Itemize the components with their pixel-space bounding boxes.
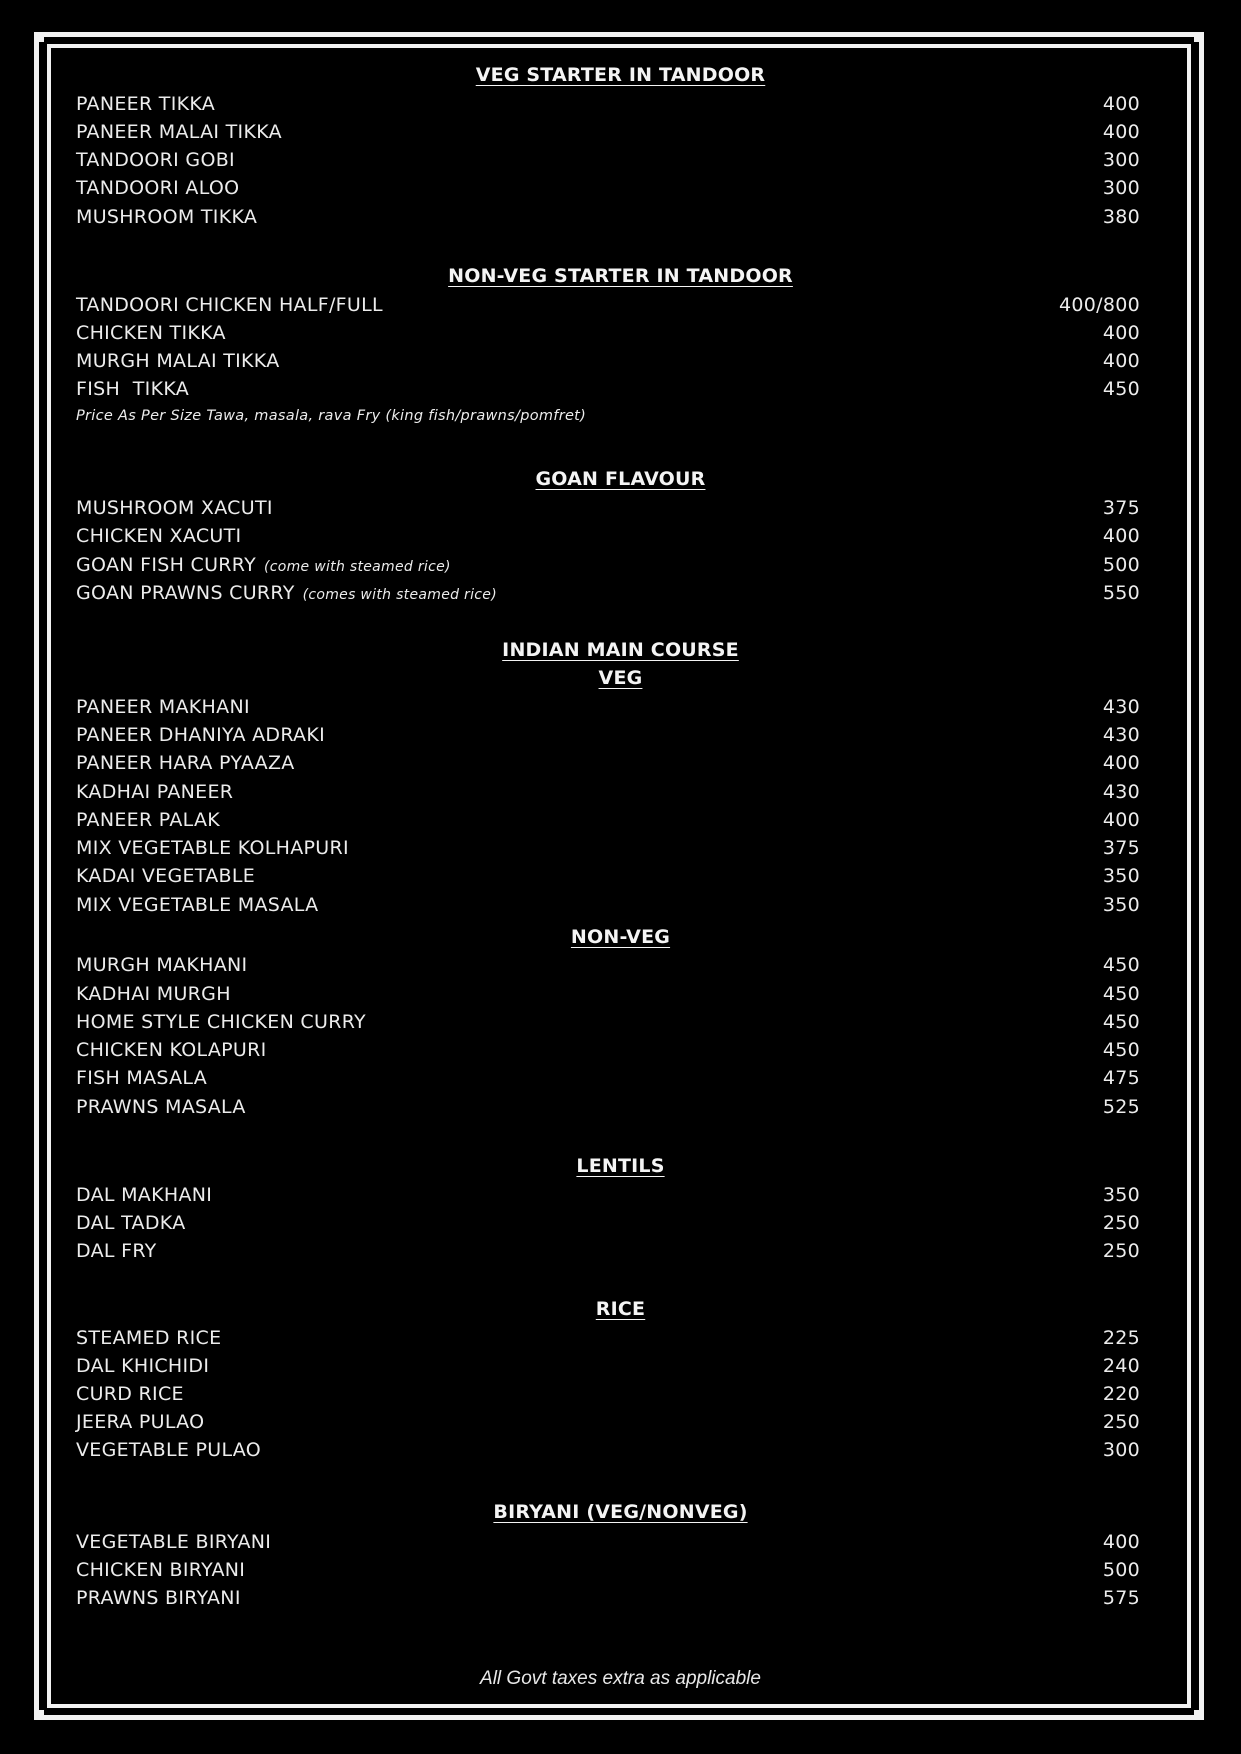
menu-item-label-group xyxy=(76,554,451,576)
menu-item-label-group xyxy=(76,378,189,400)
menu-item-price: 525 xyxy=(1102,1096,1140,1118)
menu-item xyxy=(76,1531,1140,1557)
menu-item xyxy=(76,1039,1140,1065)
menu-item xyxy=(76,1067,1140,1093)
menu-item-label-group xyxy=(76,1531,271,1553)
menu-item xyxy=(76,1011,1140,1037)
menu-item-price: 250 xyxy=(1102,1212,1140,1234)
menu-item-name: PANEER MALAI TIKKA xyxy=(76,121,282,143)
menu-item-price: 450 xyxy=(1102,983,1140,1005)
menu-item-price: 300 xyxy=(1102,1439,1140,1461)
menu-item-name: PANEER MAKHANI xyxy=(76,696,250,718)
menu-item-name: CURD RICE xyxy=(76,1383,184,1405)
section-heading: INDIAN MAIN COURSE xyxy=(502,639,739,661)
menu-item-name: HOME STYLE CHICKEN CURRY xyxy=(76,1011,366,1033)
menu-item-name: DAL KHICHIDI xyxy=(76,1355,210,1377)
menu-item-price: 375 xyxy=(1102,837,1140,859)
menu-item-name: MIX VEGETABLE KOLHAPURI xyxy=(76,837,349,859)
menu-item-name: DAL MAKHANI xyxy=(76,1184,213,1206)
menu-item-price: 400 xyxy=(1102,93,1140,115)
menu-item-label-group xyxy=(76,582,497,604)
menu-item xyxy=(76,177,1140,203)
menu-item xyxy=(76,1587,1140,1613)
menu-item-price: 350 xyxy=(1102,865,1140,887)
menu-item-price: 400 xyxy=(1102,1531,1140,1553)
menu-item xyxy=(76,149,1140,175)
menu-item-name: DAL TADKA xyxy=(76,1212,186,1234)
menu-item-price: 240 xyxy=(1102,1355,1140,1377)
section-heading: VEG STARTER IN TANDOOR xyxy=(475,64,766,86)
menu-item-label-group xyxy=(76,837,349,859)
menu-item xyxy=(76,983,1140,1009)
menu-item-price: 400 xyxy=(1102,121,1140,143)
menu-item-name: JEERA PULAO xyxy=(76,1411,205,1433)
menu-item-name: CHICKEN BIRYANI xyxy=(76,1559,246,1581)
menu-item xyxy=(76,1096,1140,1122)
menu-item-price: 400/800 xyxy=(1058,294,1140,316)
menu-item-name: VEGETABLE BIRYANI xyxy=(76,1531,272,1553)
menu-item-price: 375 xyxy=(1102,497,1140,519)
menu-item xyxy=(76,554,1140,580)
menu-item-label-group xyxy=(76,781,233,803)
menu-item-name: PRAWNS MASALA xyxy=(76,1096,246,1118)
menu-item-label-group xyxy=(76,752,295,774)
menu-item xyxy=(76,1240,1140,1266)
menu-item-label-group xyxy=(76,206,257,228)
menu-item-note: (comes with steamed rice) xyxy=(302,587,497,603)
menu-item-label-group xyxy=(76,294,383,316)
menu-item xyxy=(76,954,1140,980)
menu-item xyxy=(76,582,1140,608)
menu-item-price: 450 xyxy=(1102,1039,1140,1061)
menu-item-label-group xyxy=(76,121,282,143)
menu-item-label-group xyxy=(76,724,325,746)
menu-item-name: KADHAI PANEER xyxy=(76,781,234,803)
menu-item-price: 430 xyxy=(1102,696,1140,718)
menu-item-price: 450 xyxy=(1102,954,1140,976)
menu-item xyxy=(76,837,1140,863)
menu-item-price: 430 xyxy=(1102,781,1140,803)
menu-item-price: 400 xyxy=(1102,350,1140,372)
menu-item-label-group xyxy=(76,1355,209,1377)
menu-item-name: KADHAI MURGH xyxy=(76,983,231,1005)
menu-item-label-group xyxy=(76,497,273,519)
menu-item-name: PANEER DHANIYA ADRAKI xyxy=(76,724,326,746)
menu-item-price: 400 xyxy=(1102,525,1140,547)
menu-item-name: FISH MASALA xyxy=(76,1067,208,1089)
menu-item-label-group xyxy=(76,1067,207,1089)
menu-item-label-group xyxy=(76,1439,261,1461)
menu-item-label-group xyxy=(76,1559,245,1581)
menu-item xyxy=(76,894,1140,920)
menu-item-price: 350 xyxy=(1102,1184,1140,1206)
menu-item-price: 400 xyxy=(1102,809,1140,831)
menu-item-price: 575 xyxy=(1102,1587,1140,1609)
menu-item-label-group xyxy=(76,1039,267,1061)
menu-item-label-group xyxy=(76,322,226,344)
menu-item xyxy=(76,93,1140,119)
menu-item xyxy=(76,1355,1140,1381)
menu-item-label-group xyxy=(76,1327,221,1349)
menu-item xyxy=(76,497,1140,523)
menu-item-price: 225 xyxy=(1102,1327,1140,1349)
menu-item-note: (come with steamed rice) xyxy=(263,559,451,575)
menu-item-price: 250 xyxy=(1102,1411,1140,1433)
menu-item xyxy=(76,121,1140,147)
menu-item-name: GOAN FISH CURRY xyxy=(76,554,256,576)
menu-item-name: TANDOORI GOBI xyxy=(76,149,235,171)
menu-item xyxy=(76,696,1140,722)
menu-item-name: STEAMED RICE xyxy=(76,1327,222,1349)
menu-item-name: CHICKEN KOLAPURI xyxy=(76,1039,267,1061)
menu-item-label-group xyxy=(76,1184,212,1206)
menu-item-price: 500 xyxy=(1102,554,1140,576)
menu-item-label-group xyxy=(76,983,231,1005)
menu-item-label-group xyxy=(76,149,235,171)
menu-item-price: 380 xyxy=(1102,206,1140,228)
section-heading: GOAN FLAVOUR xyxy=(535,468,706,490)
menu-item-label-group xyxy=(76,1383,184,1405)
menu-item-label-group xyxy=(76,809,220,831)
menu-item xyxy=(76,724,1140,750)
menu-item-name: MUSHROOM XACUTI xyxy=(76,497,273,519)
menu-item xyxy=(76,1212,1140,1238)
menu-item-name: GOAN PRAWNS CURRY xyxy=(76,582,295,604)
menu-item-price: 550 xyxy=(1102,582,1140,604)
menu-item-price: 500 xyxy=(1102,1559,1140,1581)
menu-item xyxy=(76,1559,1140,1585)
menu-item xyxy=(76,1327,1140,1353)
section-heading: NON-VEG xyxy=(570,926,671,948)
menu-item-label-group xyxy=(76,350,280,372)
menu-item-name: DAL FRY xyxy=(76,1240,157,1262)
menu-item-price: 300 xyxy=(1102,177,1140,199)
menu-item xyxy=(76,206,1140,232)
menu-item xyxy=(76,781,1140,807)
menu-item-name: PANEER TIKKA xyxy=(76,93,216,115)
menu-item xyxy=(76,294,1140,320)
menu-item-price: 350 xyxy=(1102,894,1140,916)
menu-item-name: MIX VEGETABLE MASALA xyxy=(76,894,319,916)
menu-item xyxy=(76,378,1140,404)
menu-item xyxy=(76,350,1140,376)
menu-item-name: VEGETABLE PULAO xyxy=(76,1439,262,1461)
menu-item xyxy=(76,1383,1140,1409)
menu-item-name: PANEER PALAK xyxy=(76,809,221,831)
menu-item-label-group xyxy=(76,525,241,547)
menu-item-label-group xyxy=(76,93,215,115)
menu-item-name: MURGH MAKHANI xyxy=(76,954,248,976)
menu-item-name: PANEER HARA PYAAZA xyxy=(76,752,295,774)
menu-item xyxy=(76,1411,1140,1437)
menu-item-name: FISH TIKKA xyxy=(76,378,190,400)
menu-item xyxy=(76,865,1140,891)
section-subheading: VEG xyxy=(598,667,643,689)
menu-item-name: MUSHROOM TIKKA xyxy=(76,206,258,228)
menu-item-name: KADAI VEGETABLE xyxy=(76,865,256,887)
menu-item-price: 300 xyxy=(1102,149,1140,171)
menu-item-name: PRAWNS BIRYANI xyxy=(76,1587,241,1609)
menu-item-name: CHICKEN TIKKA xyxy=(76,322,226,344)
menu-item-name: CHICKEN XACUTI xyxy=(76,525,242,547)
menu-item-label-group xyxy=(76,1411,204,1433)
menu-item-price: 250 xyxy=(1102,1240,1140,1262)
menu-item-label-group xyxy=(76,696,250,718)
menu-item-label-group xyxy=(76,177,239,199)
section-heading: BIRYANI (VEG/NONVEG) xyxy=(493,1501,748,1523)
section-footnote: Price As Per Size Tawa, masala, rava Fry (king fish/prawns/pomfret) xyxy=(76,408,587,424)
menu-item xyxy=(76,1184,1140,1210)
menu-item-price: 450 xyxy=(1102,1011,1140,1033)
menu-item-label-group xyxy=(76,1587,241,1609)
menu-item-price: 450 xyxy=(1102,378,1140,400)
menu-item-price: 400 xyxy=(1102,322,1140,344)
section-heading: LENTILS xyxy=(576,1155,665,1177)
menu-item xyxy=(76,752,1140,778)
menu-item-label-group xyxy=(76,1011,366,1033)
menu-item-name: MURGH MALAI TIKKA xyxy=(76,350,280,372)
menu-item-label-group xyxy=(76,1240,157,1262)
menu-item-label-group xyxy=(76,1096,246,1118)
menu-item-label-group xyxy=(76,1212,186,1234)
menu-item-label-group xyxy=(76,894,318,916)
menu-item-price: 400 xyxy=(1102,752,1140,774)
menu-item xyxy=(76,809,1140,835)
menu-item-label-group xyxy=(76,954,247,976)
menu-item xyxy=(76,322,1140,348)
menu-item-label-group xyxy=(76,865,255,887)
menu-item-price: 430 xyxy=(1102,724,1140,746)
menu-item-name: TANDOORI CHICKEN HALF/FULL xyxy=(76,294,383,316)
menu-item xyxy=(76,1439,1140,1465)
section-heading: RICE xyxy=(595,1298,646,1320)
menu-item-name: TANDOORI ALOO xyxy=(76,177,240,199)
section-heading: NON-VEG STARTER IN TANDOOR xyxy=(448,265,793,287)
menu-item-price: 475 xyxy=(1102,1067,1140,1089)
menu-item-price: 220 xyxy=(1102,1383,1140,1405)
tax-footer: All Govt taxes extra as applicable xyxy=(480,1668,761,1689)
menu-item xyxy=(76,525,1140,551)
